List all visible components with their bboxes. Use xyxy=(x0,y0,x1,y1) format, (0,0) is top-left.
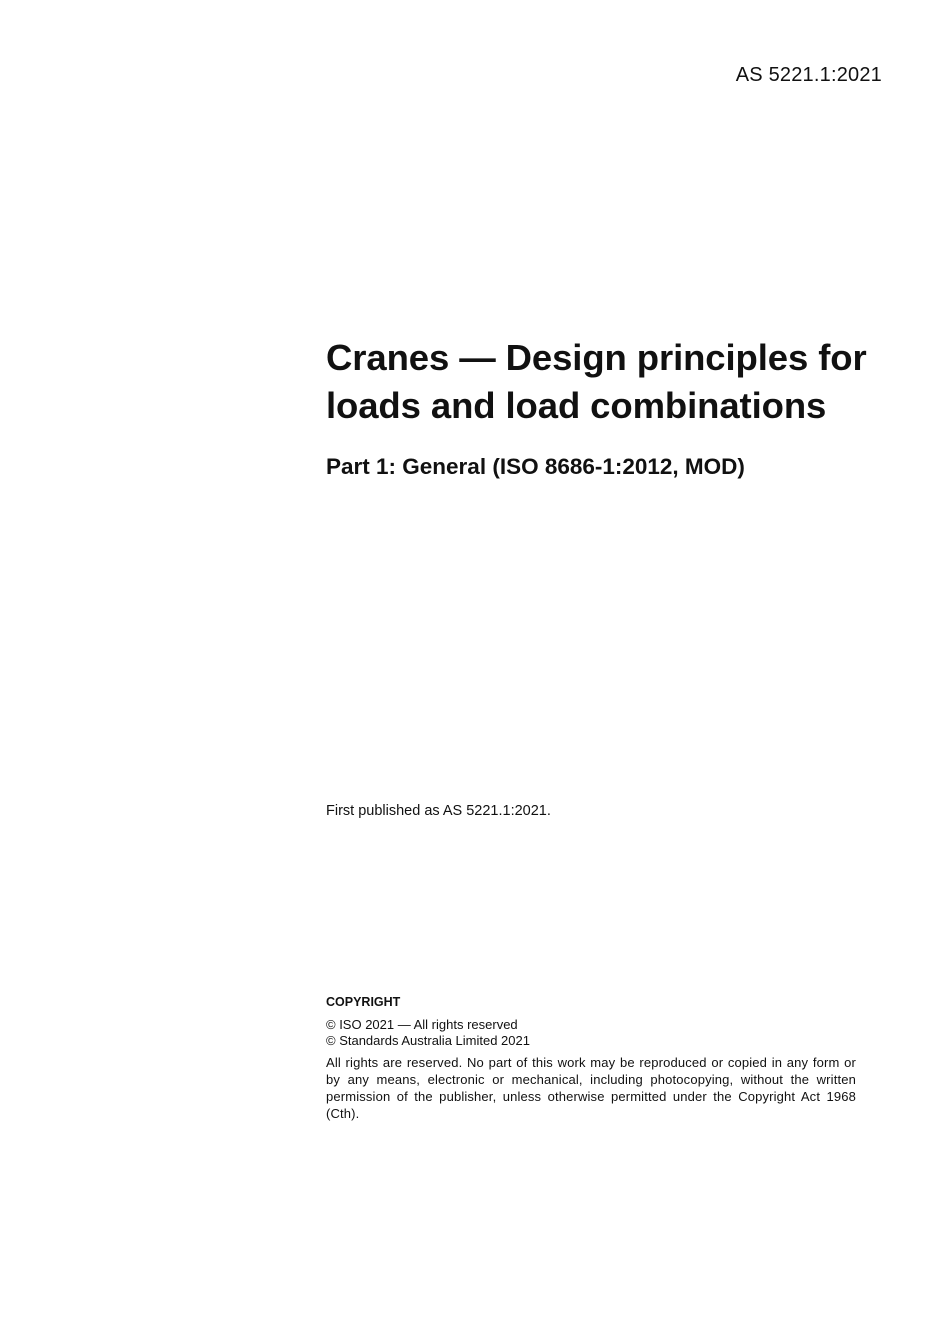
rights-notice: All rights are reserved. No part of this work may be reproduced or copied in any form or by any means, electronic or mechanical, including photocopying, without the written permission of the publisher, unless otherwise permitted under the Copyright Act 1968 (Cth). xyxy=(326,1055,856,1121)
copyright-section xyxy=(326,994,856,1122)
copyright-line-standards-australia: © Standards Australia Limited 2021 xyxy=(326,1033,530,1048)
copyright-line-iso: © ISO 2021 — All rights reserved xyxy=(326,1017,518,1032)
document-title: Cranes — Design principles for loads and load combinations xyxy=(326,337,867,426)
title-block xyxy=(326,334,886,482)
document-subtitle: Part 1: General (ISO 8686-1:2012, MOD) xyxy=(326,454,745,479)
publication-note: First published as AS 5221.1:2021. xyxy=(326,803,551,819)
document-number: AS 5221.1:2021 xyxy=(735,64,882,86)
copyright-heading: COPYRIGHT xyxy=(326,995,401,1009)
